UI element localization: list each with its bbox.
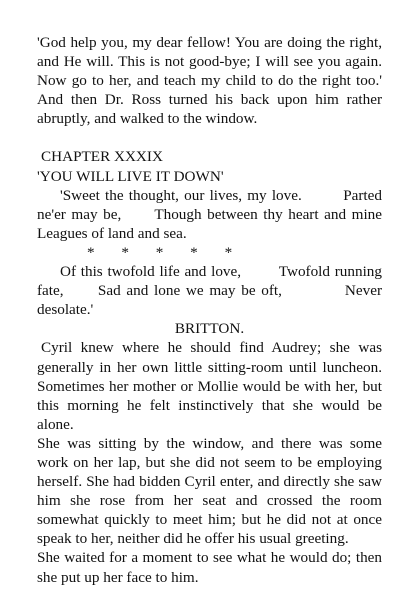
paragraph-cyril: Cyril knew where he should find Audrey; she was generally in her own little sitting-room until luncheon. Sometimes her mother or Mollie would be with her, but this morning he felt instinctively that she would be alone. <box>37 339 382 433</box>
section-gap <box>37 128 382 147</box>
paragraph-opening: 'God help you, my dear fellow! You are doing the right, and He will. This is not good-bye; I will see you again. Now go to her, and teach my child to do the right too.' And then Dr. Ross turned his back upon him rather abruptly, and walked to the window. <box>37 34 382 128</box>
epigraph-verse-2: Of this twofold life and love, Twofold running fate, Sad and lone we may be oft, Never desolate.' <box>37 263 386 319</box>
epigraph-attribution: BRITTON. <box>174 320 245 338</box>
epigraph-stars: * * * * * <box>87 243 233 261</box>
paragraph-window: She was sitting by the window, and there was some work on her lap, but she did not seem to be employing herself. She had bidden Cyril enter, and directly she saw him she rose from her seat and crossed the room somewhat quickly to meet him; but he did not at once speak to her, neither did he offer his usual greeting. <box>37 434 382 548</box>
chapter-title: 'YOU WILL LIVE IT DOWN' <box>37 167 224 185</box>
chapter-number: CHAPTER XXXIX <box>41 148 163 166</box>
paragraph-waited: She waited for a moment to see what he would do; then she put up her face to him. <box>37 549 382 586</box>
book-page <box>37 33 386 587</box>
epigraph-verse-1: 'Sweet the thought, our lives, my love. Parted ne'er may be, Though between thy heart and mine Leagues of land and sea. <box>37 186 386 242</box>
